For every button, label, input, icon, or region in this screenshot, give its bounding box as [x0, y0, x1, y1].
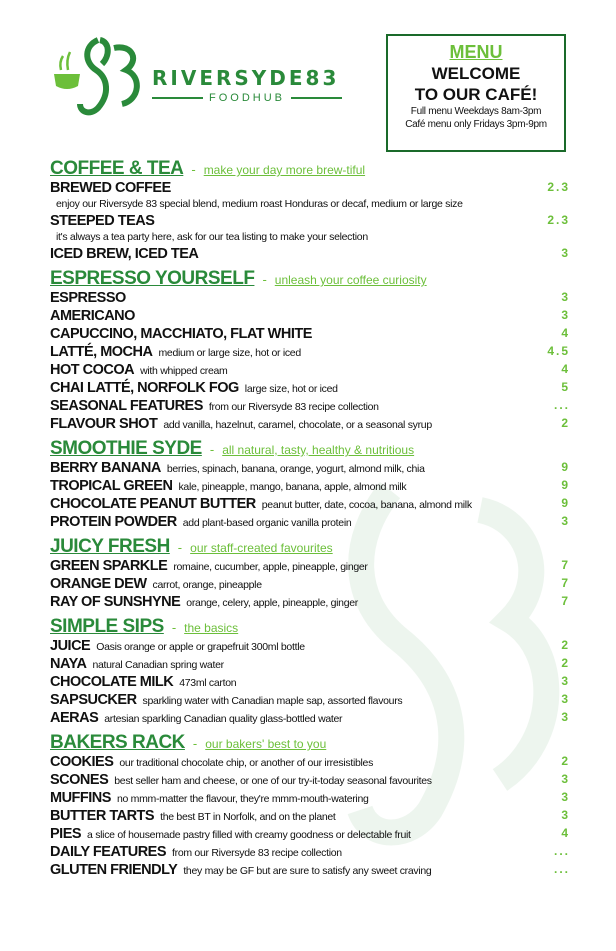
item-description: peanut butter, date, cocoa, banana, almond milk [261, 499, 472, 511]
item-price: 3 [561, 808, 570, 822]
item-price: 9 [561, 496, 570, 510]
menu-item [50, 638, 570, 656]
menu-heading: MENU [449, 42, 503, 62]
item-description: romaine, cucumber, apple, pineapple, ginger [173, 561, 368, 573]
item-description: medium or large size, hot or iced [158, 347, 301, 359]
item-description: add plant-based organic vanilla protein [182, 517, 352, 529]
menu-item [50, 478, 570, 496]
menu-item [50, 576, 570, 594]
menu-item [50, 594, 570, 612]
section-tagline: all natural, tasty, healthy & nutritious [222, 443, 415, 457]
item-description: Oasis orange or apple or grapefruit 300ml bottle [96, 641, 305, 653]
item-name: PROTEIN POWDER [50, 514, 177, 530]
item-price: 3 [561, 790, 570, 804]
item-note: it's always a tea party here, ask for our tea listing to make your selection [56, 231, 368, 243]
item-name: AMERICANO [50, 308, 135, 324]
item-price: 4.5 [547, 344, 570, 358]
item-name: CHAI LATTÉ, NORFOLK FOG [50, 380, 239, 396]
section-title: COFFEE & TEA [50, 158, 184, 179]
item-name: SAPSUCKER [50, 692, 137, 708]
section-header [50, 536, 570, 558]
item-description: large size, hot or iced [244, 383, 338, 395]
item-price: 7 [561, 594, 570, 608]
item-price: 3 [561, 772, 570, 786]
menu-item [50, 862, 570, 880]
brand-sub [152, 92, 342, 104]
menu-item [50, 460, 570, 478]
menu-item [50, 213, 570, 231]
item-price: 9 [561, 460, 570, 474]
item-description: carrot, orange, pineapple [152, 579, 262, 591]
section-header [50, 732, 570, 754]
item-price: 7 [561, 576, 570, 590]
item-description: natural Canadian spring water [92, 659, 224, 671]
menu-item [50, 844, 570, 862]
section-title: SIMPLE SIPS [50, 616, 164, 637]
item-description: our traditional chocolate chip, or another of our irresistibles [119, 757, 374, 769]
item-description: the best BT in Norfolk, and on the planet [160, 811, 336, 823]
menu-item [50, 308, 570, 326]
item-price: ... [553, 844, 570, 858]
section-title: JUICY FRESH [50, 536, 170, 557]
menu-item [50, 790, 570, 808]
item-price: 2 [561, 754, 570, 768]
item-price: 4 [561, 362, 570, 376]
menu-list [50, 154, 570, 880]
item-price: ... [553, 398, 570, 412]
menu-item [50, 674, 570, 692]
item-name: GLUTEN FRIENDLY [50, 862, 178, 878]
section-dash: - [192, 736, 198, 751]
menu-item [50, 514, 570, 532]
section-header [50, 438, 570, 460]
item-name: HOT COCOA [50, 362, 135, 378]
item-name: SEASONAL FEATURES [50, 398, 203, 414]
section-title: SMOOTHIE SYDE [50, 438, 202, 459]
item-price: 4 [561, 826, 570, 840]
menu-item [50, 362, 570, 380]
welcome-line-2: TO OUR CAFÉ! [414, 85, 538, 104]
item-name: ESPRESSO [50, 290, 126, 306]
item-description: 473ml carton [179, 677, 237, 689]
item-price: ... [553, 862, 570, 876]
divider [152, 97, 203, 99]
item-price: 2 [561, 638, 570, 652]
brand-subtitle: FOODHUB [209, 92, 285, 104]
item-name: RAY OF SUNSHYNE [50, 594, 181, 610]
item-description: best seller ham and cheese, or one of our try-it-today seasonal favourites [114, 775, 432, 787]
section-dash: - [191, 162, 196, 177]
menu-item [50, 754, 570, 772]
menu-item [50, 416, 570, 434]
item-name: NAYA [50, 656, 87, 672]
hours-fridays: Café menu only Fridays 3pm-9pm [405, 119, 547, 130]
item-name: STEEPED TEAS [50, 213, 155, 229]
section-header [50, 616, 570, 638]
item-description: from our Riversyde 83 recipe collection [208, 401, 379, 413]
item-price: 2 [561, 416, 570, 430]
item-price: 3 [561, 514, 570, 528]
item-name: LATTÉ, MOCHA [50, 344, 153, 360]
item-name: ICED BREW, ICED TEA [50, 246, 199, 262]
menu-item [50, 772, 570, 790]
brand-name: RIVERSYDE83 [152, 66, 340, 90]
item-name: SCONES [50, 772, 109, 788]
section-dash: - [177, 540, 183, 555]
menu-item [50, 380, 570, 398]
section-tagline: our staff-created favourites [190, 541, 333, 555]
item-description: no mmm-matter the flavour, they're mmm-mouth-watering [116, 793, 369, 805]
menu-item [50, 398, 570, 416]
menu-item [50, 558, 570, 576]
item-price: 2.3 [547, 180, 570, 194]
item-description: a slice of housemade pastry filled with creamy goodness or delectable fruit [87, 829, 411, 841]
item-name: MUFFINS [50, 790, 111, 806]
item-name: ORANGE DEW [50, 576, 147, 592]
item-name: CAPUCCINO, MACCHIATO, FLAT WHITE [50, 326, 312, 342]
item-price: 9 [561, 478, 570, 492]
item-name: BREWED COFFEE [50, 180, 171, 196]
menu-item [50, 656, 570, 674]
item-description: kale, pineapple, mango, banana, apple, almond milk [178, 481, 407, 493]
section-tagline: the basics [184, 621, 239, 635]
item-name: COOKIES [50, 754, 114, 770]
item-price: 3 [561, 674, 570, 688]
item-note: enjoy our Riversyde 83 special blend, medium roast Honduras or decaf, medium or large size [56, 198, 463, 210]
item-name: FLAVOUR SHOT [50, 416, 158, 432]
menu-item [50, 826, 570, 844]
item-price: 7 [561, 558, 570, 572]
item-description: orange, celery, apple, pineapple, ginger [186, 597, 358, 609]
item-name: DAILY FEATURES [50, 844, 167, 860]
divider [291, 97, 342, 99]
welcome-box [386, 34, 566, 152]
item-description: with whipped cream [140, 365, 228, 377]
item-name: CHOCOLATE PEANUT BUTTER [50, 496, 256, 512]
item-name: CHOCOLATE MILK [50, 674, 174, 690]
item-name: AERAS [50, 710, 99, 726]
item-price: 2 [561, 656, 570, 670]
item-description: artesian sparkling Canadian quality glass-bottled water [104, 713, 343, 725]
brand [152, 66, 342, 104]
item-description: from our Riversyde 83 recipe collection [172, 847, 342, 859]
menu-item [50, 344, 570, 362]
item-price: 3 [561, 290, 570, 304]
section-dash: - [171, 620, 177, 635]
item-description: berries, spinach, banana, orange, yogurt, almond milk, chia [166, 463, 425, 475]
section-header [50, 158, 570, 180]
section-tagline: unleash your coffee curiosity [274, 273, 427, 287]
menu-item [50, 692, 570, 710]
item-description: they may be GF but are sure to satisfy any sweet craving [183, 865, 432, 877]
menu-item [50, 710, 570, 728]
item-description: add vanilla, hazelnut, caramel, chocolate, or a seasonal syrup [163, 419, 432, 431]
item-name: JUICE [50, 638, 91, 654]
menu-item [50, 180, 570, 198]
item-price: 5 [561, 380, 570, 394]
welcome-line-1: WELCOME [431, 64, 521, 83]
section-dash: - [262, 272, 267, 287]
item-price: 4 [561, 326, 570, 340]
section-header [50, 268, 570, 290]
riversyde-logo-icon [50, 34, 148, 118]
item-price: 3 [561, 246, 570, 260]
item-name: GREEN SPARKLE [50, 558, 168, 574]
section-dash: - [209, 442, 215, 457]
item-price: 3 [561, 710, 570, 724]
menu-item [50, 246, 570, 264]
item-description: sparkling water with Canadian maple sap, assorted flavours [142, 695, 403, 707]
menu-item [50, 326, 570, 344]
item-name: BERRY BANANA [50, 460, 161, 476]
item-price: 3 [561, 308, 570, 322]
menu-item [50, 808, 570, 826]
section-title: BAKERS RACK [50, 732, 185, 753]
item-name: PIES [50, 826, 82, 842]
item-price: 3 [561, 692, 570, 706]
section-tagline: our bakers' best to you [205, 737, 327, 751]
menu-item [50, 290, 570, 308]
item-name: TROPICAL GREEN [50, 478, 173, 494]
section-title: ESPRESSO YOURSELF [50, 268, 255, 289]
hours-weekdays: Full menu Weekdays 8am-3pm [410, 106, 542, 117]
item-name: BUTTER TARTS [50, 808, 155, 824]
section-tagline: make your day more brew-tiful [203, 163, 366, 177]
item-price: 2.3 [547, 213, 570, 227]
menu-item [50, 496, 570, 514]
